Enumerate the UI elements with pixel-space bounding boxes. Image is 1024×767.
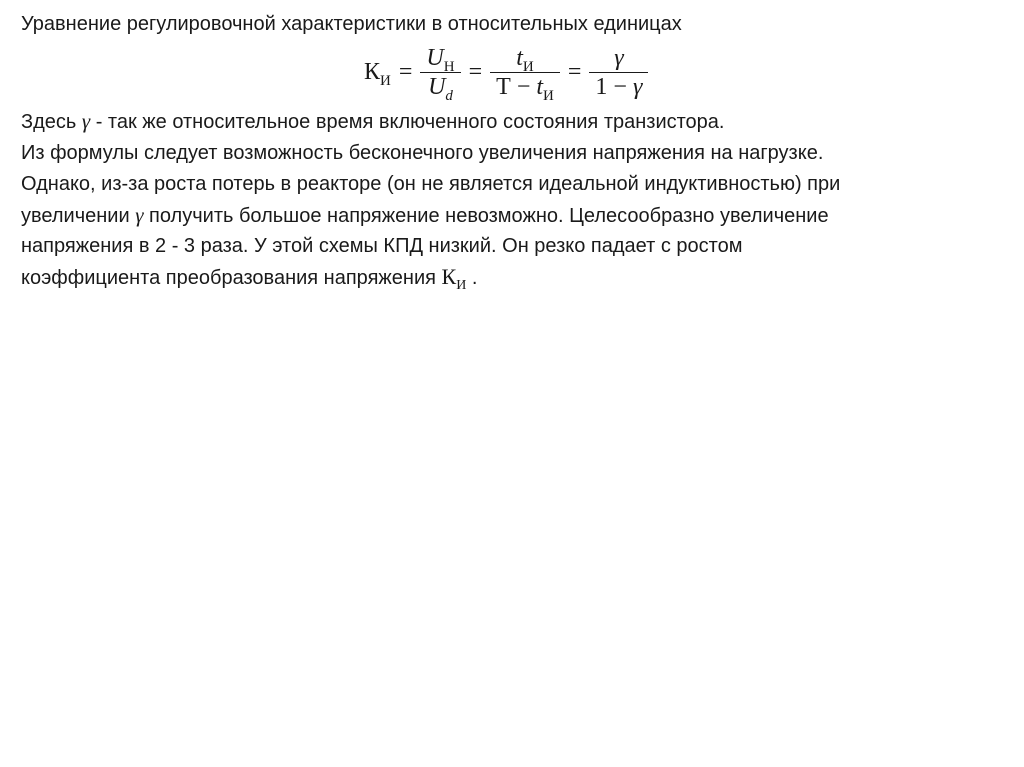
f1-den-symbol: U — [428, 73, 446, 100]
equals-3: = — [567, 58, 582, 85]
k-symbol: К — [441, 264, 457, 289]
paragraph-line-5: напряжения в 2 - 3 раза. У этой схемы КПД низкий. Он резко падает с ростом — [21, 235, 743, 257]
formula-lhs — [364, 58, 391, 89]
gamma-symbol: γ — [135, 203, 144, 227]
text: коэффициента преобразования напряжения — [21, 267, 442, 289]
lhs-symbol: К — [364, 58, 381, 85]
f3-num-gamma: γ — [614, 44, 624, 71]
gamma-symbol: γ — [81, 109, 91, 133]
f1-num-sub: Н — [443, 58, 455, 75]
f3-den-gamma: γ — [632, 73, 643, 100]
equals-1: = — [398, 58, 413, 85]
f1-den-sub: d — [445, 87, 453, 104]
f2-den-minus: − — [516, 73, 531, 100]
text: . — [466, 267, 478, 289]
fraction-gamma — [589, 44, 648, 101]
f2-den-symbol: t — [536, 73, 544, 100]
paragraph-line-4 — [21, 203, 829, 228]
text: - так же относительное время включенного состояния транзистора. — [90, 111, 725, 133]
text: Здесь — [21, 111, 82, 133]
f2-den-T: Т — [496, 73, 511, 100]
paragraph-line-2: Из формулы следует возможность бесконечного увеличения напряжения на нагрузке. — [21, 142, 824, 164]
text: получить большое напряжение невозможно. Целесообразно увеличение — [143, 205, 829, 227]
f2-den-sub: И — [543, 87, 554, 104]
f3-den-one: 1 — [595, 73, 608, 100]
heading: Уравнение регулировочной характеристики в относительных единицах — [21, 13, 682, 35]
formula — [364, 40, 648, 104]
fraction-voltage — [420, 44, 460, 104]
f1-num-symbol: U — [426, 44, 444, 71]
paragraph-line-6 — [21, 265, 477, 293]
f2-num-sub: И — [522, 58, 534, 75]
paragraph-line-1 — [21, 109, 724, 134]
equals-2: = — [468, 58, 483, 85]
k-sub: И — [456, 278, 467, 293]
text: увеличении — [21, 205, 136, 227]
f2-num-symbol: t — [516, 44, 523, 71]
fraction-time — [490, 44, 560, 104]
f3-den-minus: − — [613, 73, 627, 100]
paragraph-line-3: Однако, из-за роста потерь в реакторе (он не является идеальной индуктивностью) при — [21, 173, 841, 195]
lhs-sub: И — [380, 72, 391, 89]
